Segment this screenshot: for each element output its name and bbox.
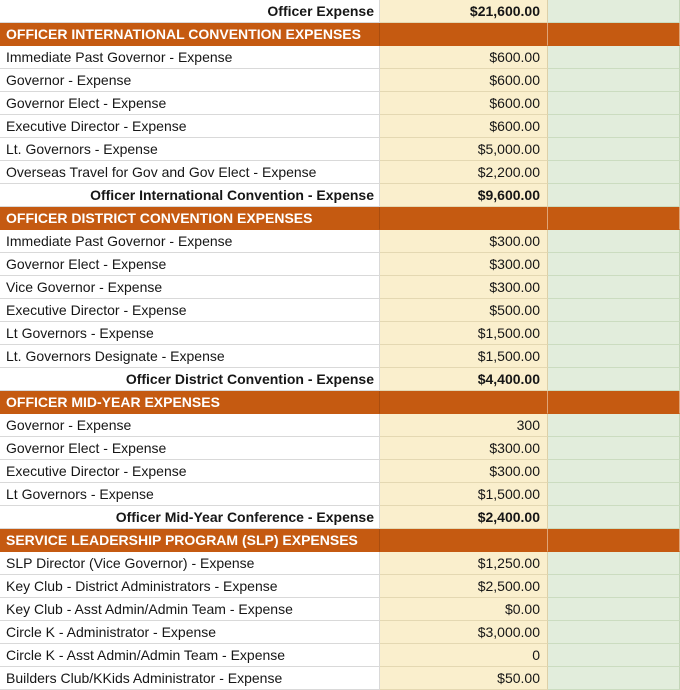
total-amount-cell[interactable]: $2,400.00 (380, 506, 548, 529)
total-label-cell[interactable]: Officer Mid-Year Conference - Expense (0, 506, 380, 529)
item-label-cell[interactable]: Immediate Past Governor - Expense (0, 46, 380, 69)
empty-cell[interactable] (548, 345, 680, 368)
item-label-cell[interactable]: Governor Elect - Expense (0, 92, 380, 115)
item-label-cell[interactable]: Circle K - Asst Admin/Admin Team - Expense (0, 644, 380, 667)
item-label-cell[interactable]: Governor - Expense (0, 69, 380, 92)
item-amount-cell[interactable]: $300.00 (380, 460, 548, 483)
empty-cell[interactable] (548, 667, 680, 690)
item-amount-cell[interactable]: $5,000.00 (380, 138, 548, 161)
item-amount-cell[interactable]: $300.00 (380, 230, 548, 253)
item-label-cell[interactable]: Executive Director - Expense (0, 460, 380, 483)
section-header-cell[interactable]: OFFICER MID-YEAR EXPENSES (0, 391, 380, 414)
section-header-cell[interactable]: OFFICER INTERNATIONAL CONVENTION EXPENSES (0, 23, 380, 46)
item-amount-cell[interactable]: $50.00 (380, 667, 548, 690)
item-amount-cell[interactable]: $300.00 (380, 276, 548, 299)
empty-cell[interactable] (548, 552, 680, 575)
item-amount-cell[interactable]: $300.00 (380, 253, 548, 276)
empty-cell[interactable] (548, 184, 680, 207)
empty-cell[interactable] (548, 621, 680, 644)
section-header-empty-cell[interactable] (548, 23, 680, 46)
section-header-amount-cell[interactable] (380, 207, 548, 230)
item-label-cell[interactable]: Key Club - District Administrators - Expense (0, 575, 380, 598)
empty-cell[interactable] (548, 115, 680, 138)
section-header-amount-cell[interactable] (380, 391, 548, 414)
item-amount-cell[interactable]: $2,200.00 (380, 161, 548, 184)
item-label-cell[interactable]: SLP Director (Vice Governor) - Expense (0, 552, 380, 575)
item-amount-cell[interactable]: 300 (380, 414, 548, 437)
empty-cell[interactable] (548, 368, 680, 391)
empty-cell[interactable] (548, 276, 680, 299)
empty-cell[interactable] (548, 299, 680, 322)
empty-cell[interactable] (548, 506, 680, 529)
empty-cell[interactable] (548, 483, 680, 506)
section-header-empty-cell[interactable] (548, 391, 680, 414)
item-amount-cell[interactable]: $600.00 (380, 46, 548, 69)
empty-cell[interactable] (548, 138, 680, 161)
empty-cell[interactable] (548, 253, 680, 276)
total-label-cell[interactable]: Officer International Convention - Expense (0, 184, 380, 207)
item-label-cell[interactable]: Builders Club/KKids Administrator - Expense (0, 667, 380, 690)
item-amount-cell[interactable]: $1,500.00 (380, 345, 548, 368)
empty-cell[interactable] (548, 230, 680, 253)
empty-cell[interactable] (548, 598, 680, 621)
section-header-amount-cell[interactable] (380, 23, 548, 46)
section-header-amount-cell[interactable] (380, 529, 548, 552)
total-label-cell[interactable]: Officer District Convention - Expense (0, 368, 380, 391)
item-amount-cell[interactable]: $600.00 (380, 92, 548, 115)
empty-cell[interactable] (548, 644, 680, 667)
total-amount-cell[interactable]: $21,600.00 (380, 0, 548, 23)
empty-cell[interactable] (548, 46, 680, 69)
item-label-cell[interactable]: Executive Director - Expense (0, 299, 380, 322)
item-amount-cell[interactable]: $500.00 (380, 299, 548, 322)
item-label-cell[interactable]: Lt. Governors Designate - Expense (0, 345, 380, 368)
item-amount-cell[interactable]: $1,500.00 (380, 483, 548, 506)
item-label-cell[interactable]: Governor - Expense (0, 414, 380, 437)
item-label-cell[interactable]: Circle K - Administrator - Expense (0, 621, 380, 644)
section-header-empty-cell[interactable] (548, 207, 680, 230)
item-label-cell[interactable]: Vice Governor - Expense (0, 276, 380, 299)
section-header-cell[interactable]: OFFICER DISTRICT CONVENTION EXPENSES (0, 207, 380, 230)
empty-cell[interactable] (548, 92, 680, 115)
item-label-cell[interactable]: Governor Elect - Expense (0, 437, 380, 460)
item-amount-cell[interactable]: $300.00 (380, 437, 548, 460)
item-label-cell[interactable]: Lt Governors - Expense (0, 483, 380, 506)
total-amount-cell[interactable]: $9,600.00 (380, 184, 548, 207)
empty-cell[interactable] (548, 575, 680, 598)
item-label-cell[interactable]: Key Club - Asst Admin/Admin Team - Expense (0, 598, 380, 621)
empty-cell[interactable] (548, 437, 680, 460)
item-amount-cell[interactable]: 0 (380, 644, 548, 667)
item-label-cell[interactable]: Immediate Past Governor - Expense (0, 230, 380, 253)
item-amount-cell[interactable]: $600.00 (380, 115, 548, 138)
item-amount-cell[interactable]: $2,500.00 (380, 575, 548, 598)
empty-cell[interactable] (548, 0, 680, 23)
item-label-cell[interactable]: Lt Governors - Expense (0, 322, 380, 345)
total-label-cell[interactable]: Officer Expense (0, 0, 380, 23)
item-amount-cell[interactable]: $1,250.00 (380, 552, 548, 575)
item-label-cell[interactable]: Overseas Travel for Gov and Gov Elect - Expense (0, 161, 380, 184)
empty-cell[interactable] (548, 69, 680, 92)
item-amount-cell[interactable]: $600.00 (380, 69, 548, 92)
section-header-empty-cell[interactable] (548, 529, 680, 552)
item-amount-cell[interactable]: $3,000.00 (380, 621, 548, 644)
item-label-cell[interactable]: Lt. Governors - Expense (0, 138, 380, 161)
item-label-cell[interactable]: Governor Elect - Expense (0, 253, 380, 276)
empty-cell[interactable] (548, 460, 680, 483)
item-label-cell[interactable]: Executive Director - Expense (0, 115, 380, 138)
empty-cell[interactable] (548, 322, 680, 345)
empty-cell[interactable] (548, 414, 680, 437)
item-amount-cell[interactable]: $0.00 (380, 598, 548, 621)
empty-cell[interactable] (548, 161, 680, 184)
item-amount-cell[interactable]: $1,500.00 (380, 322, 548, 345)
section-header-cell[interactable]: SERVICE LEADERSHIP PROGRAM (SLP) EXPENSES (0, 529, 380, 552)
total-amount-cell[interactable]: $4,400.00 (380, 368, 548, 391)
